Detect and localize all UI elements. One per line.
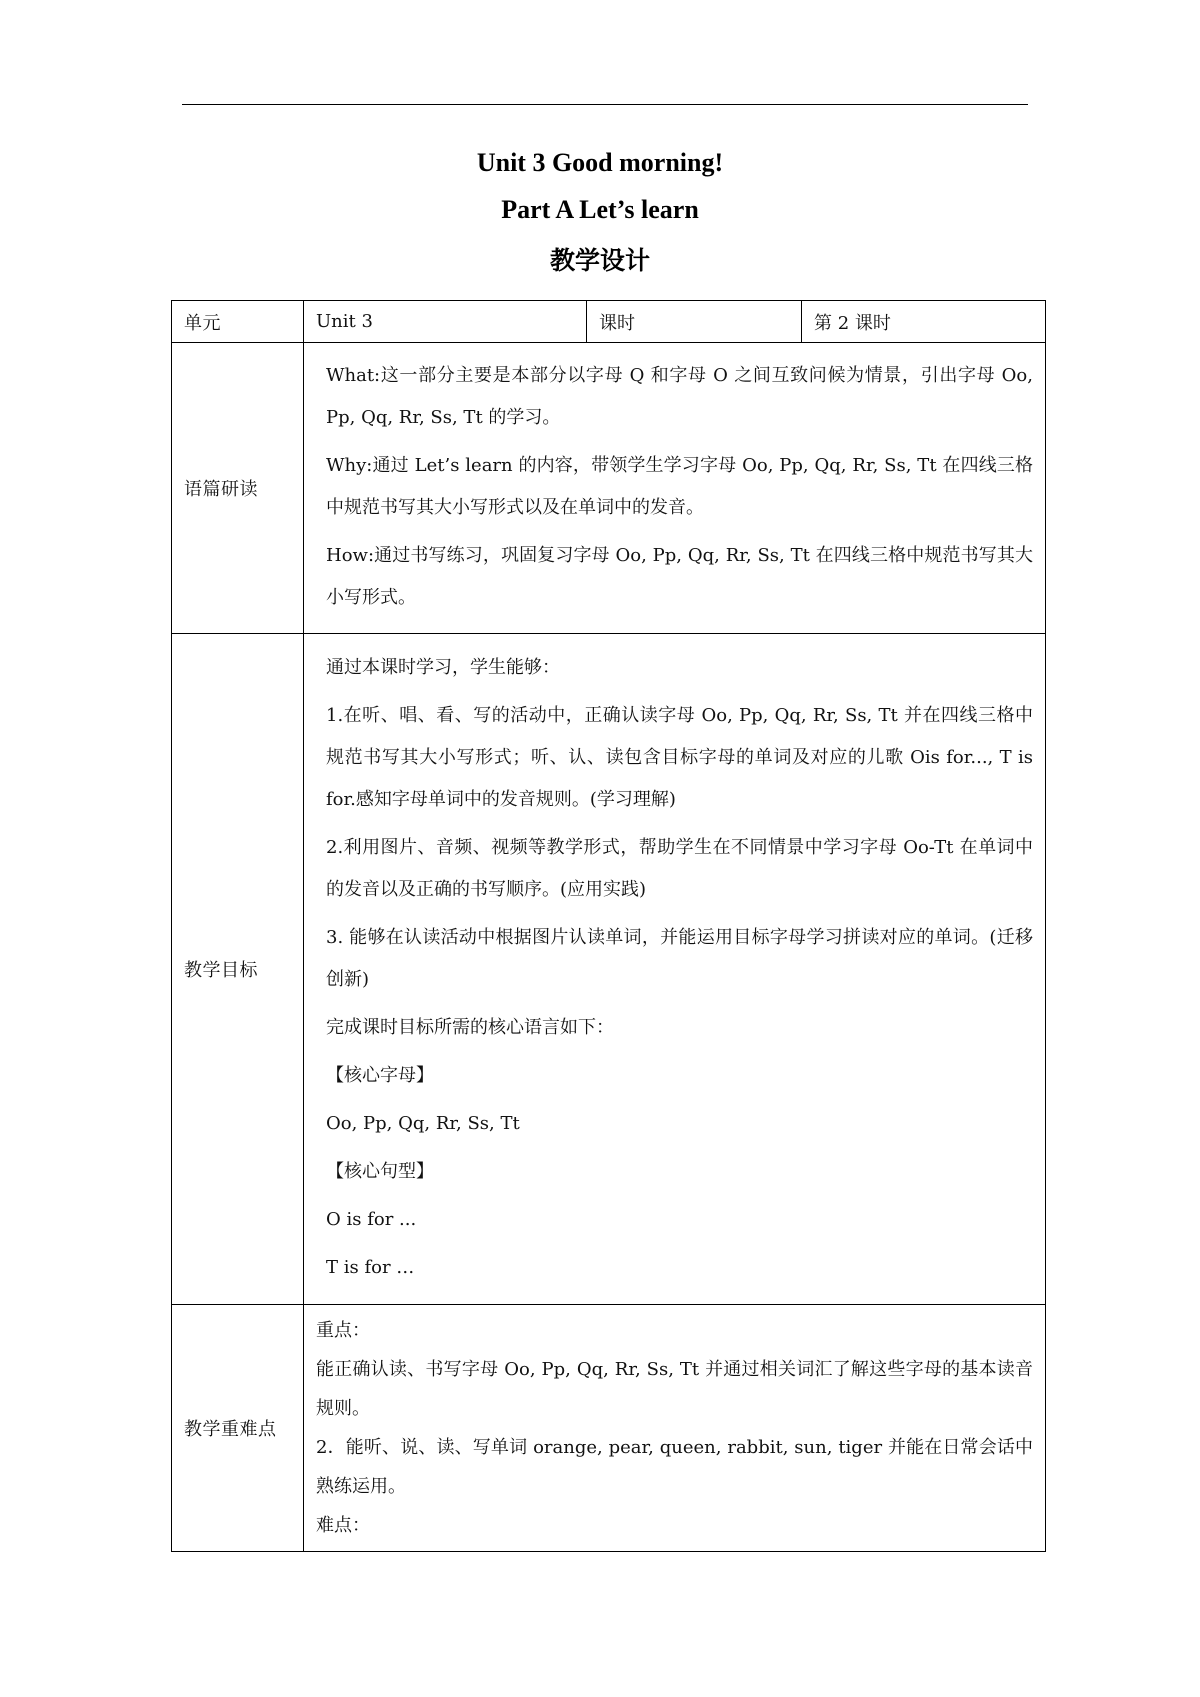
lesson-plan-table	[171, 300, 1046, 1552]
objective-1: 1.在听、唱、看、写的活动中，正确认读字母 Oo, Pp, Qq, Rr, Ss, Tt 并在四线三格中规范书写其大小写形式；听、认、读包含目标字母的单词及对应的儿歌 Ois for..., T is for.感知字母单词中的发音规则。(学习理解)	[326, 705, 1033, 810]
objective-2: 2.利用图片、音频、视频等教学形式，帮助学生在不同情景中学习字母 Oo-Tt 在单词中的发音以及正确的书写顺序。(应用实践)	[326, 837, 1033, 900]
analysis-how: How:通过书写练习，巩固复习字母 Oo, Pp, Qq, Rr, Ss, Tt 在四线三格中规范书写其大小写形式。	[326, 545, 1033, 608]
document-title: Unit 3 Good morning!	[476, 148, 724, 177]
period-value: 第 2 课时	[802, 301, 1046, 343]
objectives-content	[304, 635, 1045, 1303]
unit-value: Unit 3	[304, 301, 587, 343]
key-points-content	[304, 1305, 1045, 1551]
header-rule	[182, 104, 1028, 105]
core-sentence-t: T is for …	[326, 1257, 415, 1278]
document-subtitle: Part A Let’s learn	[501, 195, 699, 224]
unit-label: 单元	[172, 301, 304, 343]
table-row-key-points	[172, 1305, 1046, 1552]
core-language-intro: 完成课时目标所需的核心语言如下：	[326, 1017, 614, 1038]
analysis-why: Why:通过 Let’s learn 的内容，带领学生学习字母 Oo, Pp, Qq, Rr, Ss, Tt 在四线三格中规范书写其大小写形式以及在单词中的发音。	[326, 455, 1033, 518]
core-letters-heading: 【核心字母】	[326, 1065, 434, 1086]
core-sentences-heading: 【核心句型】	[326, 1161, 434, 1182]
analysis-what: What:这一部分主要是本部分以字母 Q 和字母 O 之间互致问候为情景，引出字母 Oo, Pp, Qq, Rr, Ss, Tt 的学习。	[326, 365, 1033, 428]
key-points-content-cell	[304, 1305, 1046, 1552]
key-point-1: 能正确认读、书写字母 Oo, Pp, Qq, Rr, Ss, Tt 并通过相关词汇了解这些字母的基本读音规则。	[316, 1359, 1033, 1419]
core-sentence-o: O is for ...	[326, 1209, 417, 1230]
period-label: 课时	[587, 301, 802, 343]
analysis-content	[304, 343, 1045, 633]
difficulties-heading: 难点：	[316, 1515, 370, 1536]
objectives-label: 教学目标	[172, 634, 304, 1305]
table-row-unit	[172, 301, 1046, 343]
analysis-label: 语篇研读	[172, 343, 304, 634]
analysis-content-cell	[304, 343, 1046, 634]
key-point-2: 2．能听、说、读、写单词 orange, pear, queen, rabbit, sun, tiger 并能在日常会话中熟练运用。	[316, 1437, 1033, 1497]
core-letters: Oo, Pp, Qq, Rr, Ss, Tt	[326, 1113, 520, 1134]
document-heading: 教学设计	[549, 246, 650, 275]
key-points-heading: 重点：	[316, 1320, 370, 1341]
objective-3: 3. 能够在认读活动中根据图片认读单词，并能运用目标字母学习拼读对应的单词。(迁移创新)	[326, 927, 1033, 990]
key-points-label: 教学重难点	[172, 1305, 304, 1552]
table-row-analysis	[172, 343, 1046, 634]
objectives-content-cell	[304, 634, 1046, 1305]
table-row-objectives	[172, 634, 1046, 1305]
objectives-intro: 通过本课时学习，学生能够：	[326, 657, 560, 678]
